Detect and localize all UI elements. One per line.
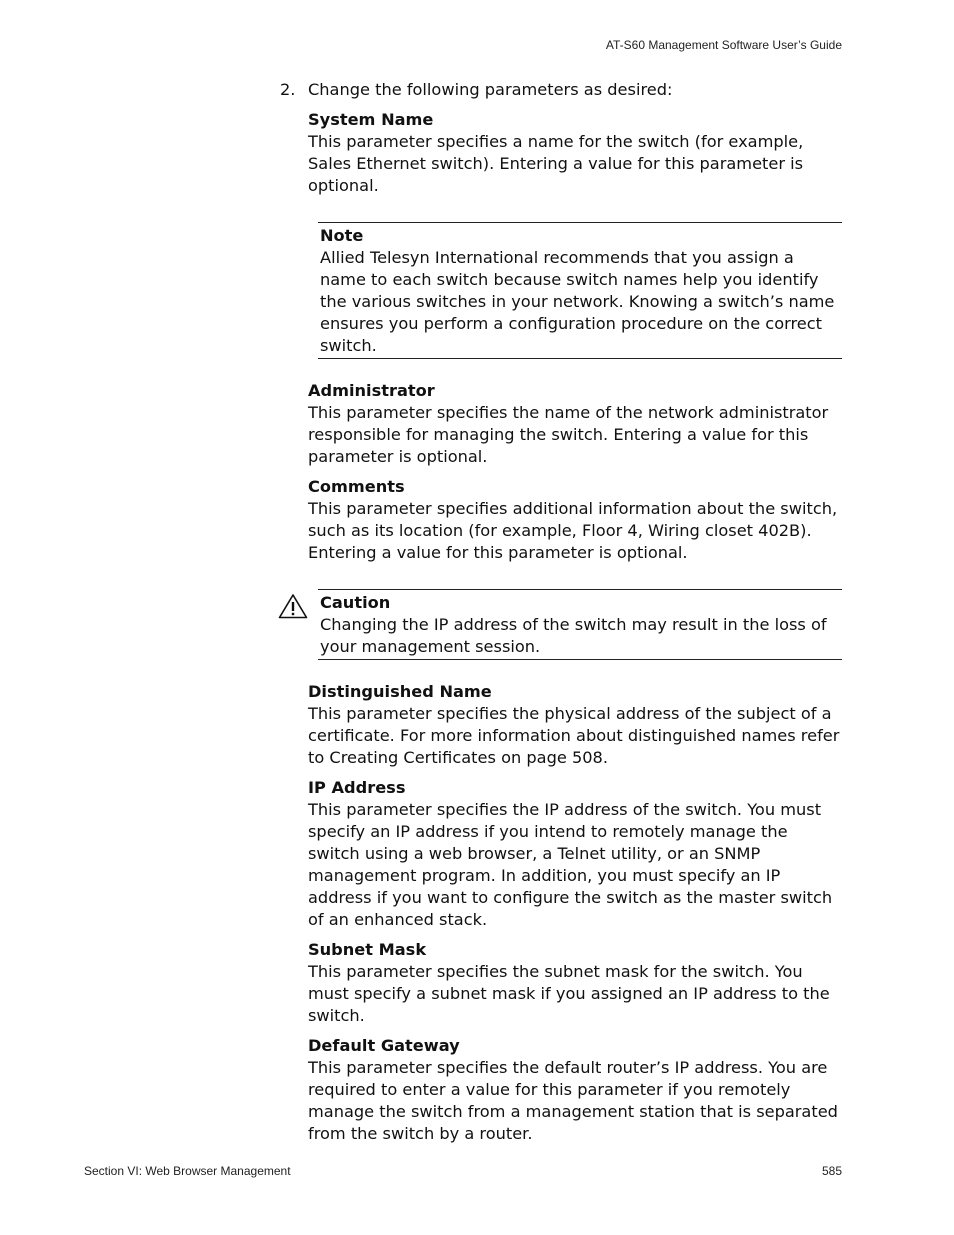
param-comments	[308, 476, 842, 564]
param-title: Comments	[308, 477, 405, 496]
param-body: This parameter specifies a name for the switch (for example, Sales Ethernet switch). Entering a value for this parameter is optional.	[308, 132, 804, 195]
param-body: This parameter specifies the IP address of the switch. You must specify an IP address if you intend to remotely manage the switch using a web browser, a Telnet utility, or an SNMP management program. In addition, you must specify an IP address if you want to configure the switch as the master switch of an enhanced stack.	[308, 800, 833, 929]
note-box	[318, 222, 842, 359]
param-title: Subnet Mask	[308, 940, 427, 959]
param-ip-address	[308, 777, 842, 931]
page-number: 585	[821, 1164, 842, 1178]
footer-section: Section VI: Web Browser Management	[84, 1164, 291, 1178]
param-title: Default Gateway	[308, 1036, 460, 1055]
param-body: This parameter specifies the name of the network administrator responsible for managing the switch. Entering a value for this parameter is optional.	[308, 403, 829, 466]
note-body: Allied Telesyn International recommends that you assign a name to each switch because switch names help you identify the various switches in your network. Knowing a switch’s name ensures you perform a configuration procedure on the correct switch.	[320, 248, 835, 355]
param-distinguished-name	[308, 681, 842, 769]
param-title: System Name	[308, 110, 434, 129]
param-body: This parameter specifies the subnet mask for the switch. You must specify a subnet mask if you assigned an IP address to the switch.	[308, 962, 830, 1025]
procedure-step	[280, 79, 842, 101]
param-body: This parameter specifies the physical address of the subject of a certificate. For more information about distinguished names refer to Creating Certificates on page 508.	[308, 704, 840, 767]
step-text: Change the following parameters as desired:	[308, 80, 673, 99]
caution-title: Caution	[320, 593, 391, 612]
param-body: This parameter specifies additional information about the switch, such as its location (for example, Floor 4, Wiring closet 402B). Entering a value for this parameter is optional.	[308, 499, 838, 562]
caution-box	[318, 589, 842, 660]
page-content	[280, 79, 842, 1153]
param-title: Distinguished Name	[308, 682, 492, 701]
param-title: Administrator	[308, 381, 435, 400]
param-title: IP Address	[308, 778, 406, 797]
param-administrator	[308, 380, 842, 468]
running-header: AT-S60 Management Software User’s Guide	[605, 38, 842, 52]
param-system-name	[308, 109, 842, 197]
step-number: 2.	[280, 80, 296, 99]
caution-body: Changing the IP address of the switch may result in the loss of your management session.	[320, 615, 827, 656]
note-title: Note	[320, 226, 364, 245]
param-body: This parameter specifies the default router’s IP address. You are required to enter a value for this parameter if you remotely manage the switch from a management station that is separated from the switch by a router.	[308, 1058, 838, 1143]
param-subnet-mask	[308, 939, 842, 1027]
warning-triangle-icon	[278, 593, 308, 619]
param-default-gateway	[308, 1035, 842, 1145]
